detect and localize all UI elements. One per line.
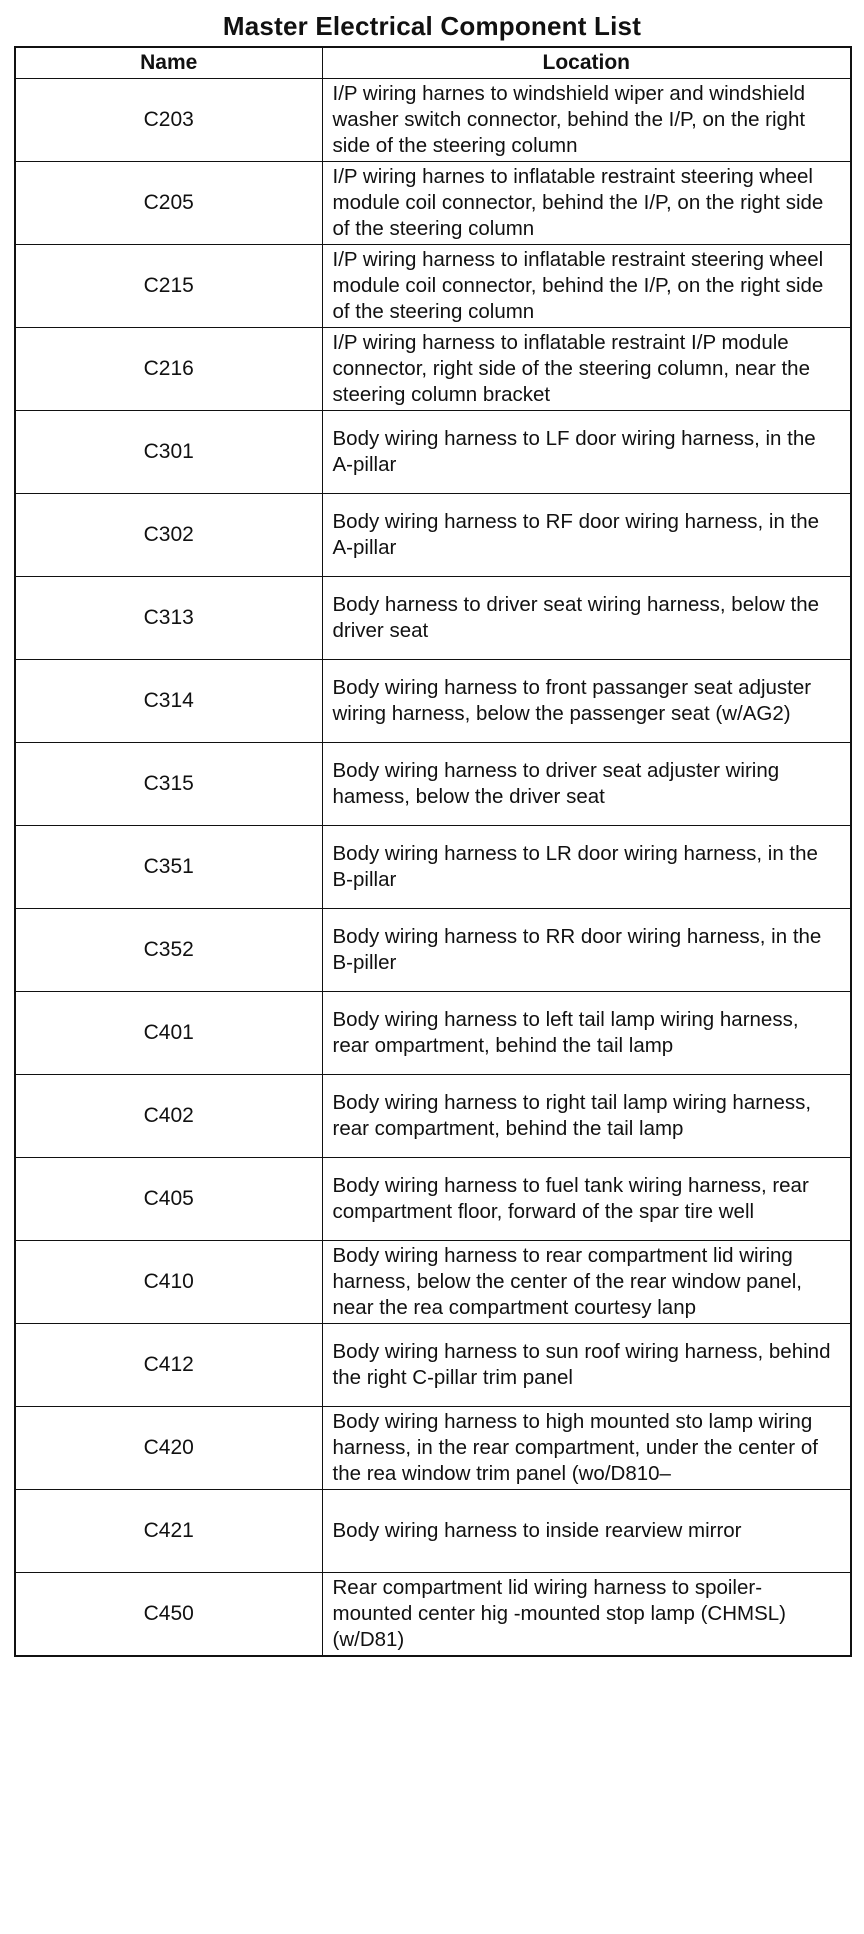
table-row	[15, 1490, 851, 1573]
component-name-cell: C314	[15, 660, 322, 743]
table-header-row	[15, 47, 851, 79]
table-row	[15, 660, 851, 743]
column-header-name: Name	[15, 47, 322, 79]
component-location-cell: Body harness to driver seat wiring harness, below the driver seat	[322, 577, 851, 660]
component-location-cell: Body wiring harness to inside rearview mirror	[322, 1490, 851, 1573]
table-row	[15, 1241, 851, 1324]
component-location-cell: Body wiring harness to left tail lamp wiring harness, rear ompartment, behind the tail lamp	[322, 992, 851, 1075]
component-location-cell: Body wiring harness to LR door wiring harness, in the B-pillar	[322, 826, 851, 909]
table-row	[15, 826, 851, 909]
table-row	[15, 909, 851, 992]
table-row	[15, 162, 851, 245]
component-name-cell: C420	[15, 1407, 322, 1490]
component-name-cell: C352	[15, 909, 322, 992]
component-name-cell: C421	[15, 1490, 322, 1573]
component-name-cell: C402	[15, 1075, 322, 1158]
page-title: Master Electrical Component List	[222, 11, 642, 41]
table-row	[15, 328, 851, 411]
table-row	[15, 1158, 851, 1241]
table-row	[15, 743, 851, 826]
table-row	[15, 577, 851, 660]
component-location-cell: Body wiring harness to fuel tank wiring harness, rear compartment floor, forward of the spar tire well	[322, 1158, 851, 1241]
component-location-cell: I/P wiring harnes to windshield wiper and windshield washer switch connector, behind the I/P, on the right side of the steering column	[322, 79, 851, 162]
component-name-cell: C302	[15, 494, 322, 577]
component-name-cell: C313	[15, 577, 322, 660]
component-location-cell: Body wiring harness to sun roof wiring harness, behind the right C-pillar trim panel	[322, 1324, 851, 1407]
table-row	[15, 245, 851, 328]
component-name-cell: C315	[15, 743, 322, 826]
component-name-cell: C203	[15, 79, 322, 162]
component-name-cell: C401	[15, 992, 322, 1075]
component-location-cell: Body wiring harness to high mounted sto lamp wiring harness, in the rear compartment, under the center of the rea window trim panel (wo/D810–	[322, 1407, 851, 1490]
component-location-cell: Rear compartment lid wiring harness to spoiler-mounted center hig -mounted stop lamp (CHMSL) (w/D81)	[322, 1573, 851, 1657]
component-location-cell: Body wiring harness to rear compartment lid wiring harness, below the center of the rear window panel, near the rea compartment courtesy lanp	[322, 1241, 851, 1324]
component-name-cell: C351	[15, 826, 322, 909]
component-location-cell: I/P wiring harnes to inflatable restraint steering wheel module coil connector, behind the I/P, on the right side of the steering column	[322, 162, 851, 245]
component-location-cell: Body wiring harness to LF door wiring harness, in the A-pillar	[322, 411, 851, 494]
component-location-cell: I/P wiring harness to inflatable restraint steering wheel module coil connector, behind the I/P, on the right side of the steering column	[322, 245, 851, 328]
table-row	[15, 992, 851, 1075]
table-row	[15, 1407, 851, 1490]
document-page	[14, 10, 850, 1657]
table-row	[15, 1075, 851, 1158]
table-row	[15, 79, 851, 162]
component-name-cell: C450	[15, 1573, 322, 1657]
component-location-cell: Body wiring harness to RF door wiring harness, in the A-pillar	[322, 494, 851, 577]
table-row	[15, 411, 851, 494]
component-location-cell: Body wiring harness to driver seat adjuster wiring hamess, below the driver seat	[322, 743, 851, 826]
table-row	[15, 494, 851, 577]
component-name-cell: C412	[15, 1324, 322, 1407]
component-name-cell: C405	[15, 1158, 322, 1241]
component-location-cell: Body wiring harness to RR door wiring harness, in the B-piller	[322, 909, 851, 992]
table-body	[15, 79, 851, 1657]
component-location-cell: Body wiring harness to front passanger seat adjuster wiring harness, below the passenger seat (w/AG2)	[322, 660, 851, 743]
column-header-location: Location	[322, 47, 851, 79]
table-row	[15, 1573, 851, 1657]
component-name-cell: C301	[15, 411, 322, 494]
table-row	[15, 1324, 851, 1407]
component-table	[14, 46, 852, 1657]
component-name-cell: C215	[15, 245, 322, 328]
component-name-cell: C410	[15, 1241, 322, 1324]
component-name-cell: C205	[15, 162, 322, 245]
component-location-cell: I/P wiring harness to inflatable restraint I/P module connector, right side of the steering column, near the steering column bracket	[322, 328, 851, 411]
component-location-cell: Body wiring harness to right tail lamp wiring harness, rear compartment, behind the tail lamp	[322, 1075, 851, 1158]
component-name-cell: C216	[15, 328, 322, 411]
